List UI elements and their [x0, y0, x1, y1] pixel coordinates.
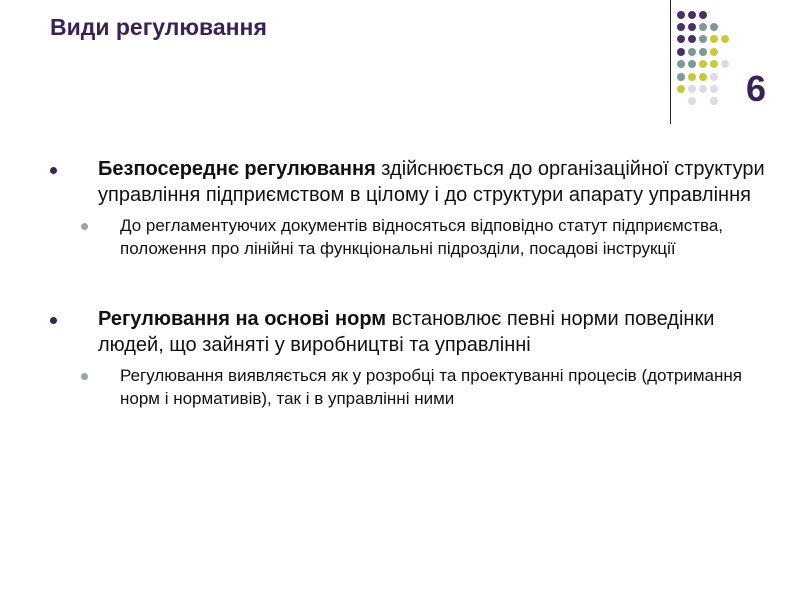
decor-dot [677, 73, 685, 81]
decor-dot [699, 85, 707, 93]
decor-dot [710, 60, 718, 68]
bullet-list [48, 156, 768, 410]
decor-dot [688, 85, 696, 93]
bullet-item [48, 306, 768, 358]
sub-bullet-item [48, 214, 768, 260]
decor-dot [688, 73, 696, 81]
decor-dot [688, 97, 696, 105]
decor-dot [699, 11, 707, 19]
decor-dot [677, 60, 685, 68]
sub-bullet-icon [81, 373, 88, 380]
decor-dot [688, 23, 696, 31]
decor-dot [677, 85, 685, 93]
decor-dot [710, 97, 718, 105]
bullet-term: Регулювання на основі норм [98, 308, 387, 330]
decor-dot [721, 60, 729, 68]
decor-dot [677, 11, 685, 19]
decor-dot [710, 85, 718, 93]
sub-bullet-item [48, 364, 768, 410]
decor-dot [677, 35, 685, 43]
bullet-text: встановлює певні норми поведінки людей, що зайняті у виробництві та управлінні [98, 308, 715, 356]
decor-dot [688, 35, 696, 43]
decor-dot [699, 48, 707, 56]
bullet-term: Безпосереднє регулювання [98, 158, 376, 180]
bullet-icon [50, 317, 57, 324]
bullet-icon [50, 167, 57, 174]
decor-dot [688, 11, 696, 19]
slide-title: Види регулювання [50, 14, 267, 40]
decor-dot [688, 60, 696, 68]
sub-bullet-text: Регулювання виявляється як у розробці та проектуванні процесів (дотримання норм і нормативів), так і в управлінні ними [120, 366, 742, 408]
decor-dot [710, 35, 718, 43]
decor-dot [710, 73, 718, 81]
decor-dot [699, 23, 707, 31]
decor-dot [699, 60, 707, 68]
sub-bullet-icon [81, 223, 88, 230]
decor-dot [699, 73, 707, 81]
bullet-text: здійснюється до організаційної структури управління підприємством в цілому і до структури апарату управління [98, 158, 765, 206]
sub-bullet-text: До регламентуючих документів відносяться відповідно статут підприємства, положення про лінійні та функціональні підрозділи, посадові інструкції [120, 216, 724, 258]
decor-dot [677, 23, 685, 31]
decor-dot [677, 48, 685, 56]
decor-dot [699, 35, 707, 43]
decorative-dot-grid [677, 11, 747, 111]
slide-number: 6 [746, 68, 767, 109]
decorative-divider [670, 0, 671, 124]
decor-dot [721, 35, 729, 43]
decor-dot [710, 23, 718, 31]
decor-dot [710, 48, 718, 56]
decor-dot [688, 48, 696, 56]
bullet-item [48, 156, 768, 208]
